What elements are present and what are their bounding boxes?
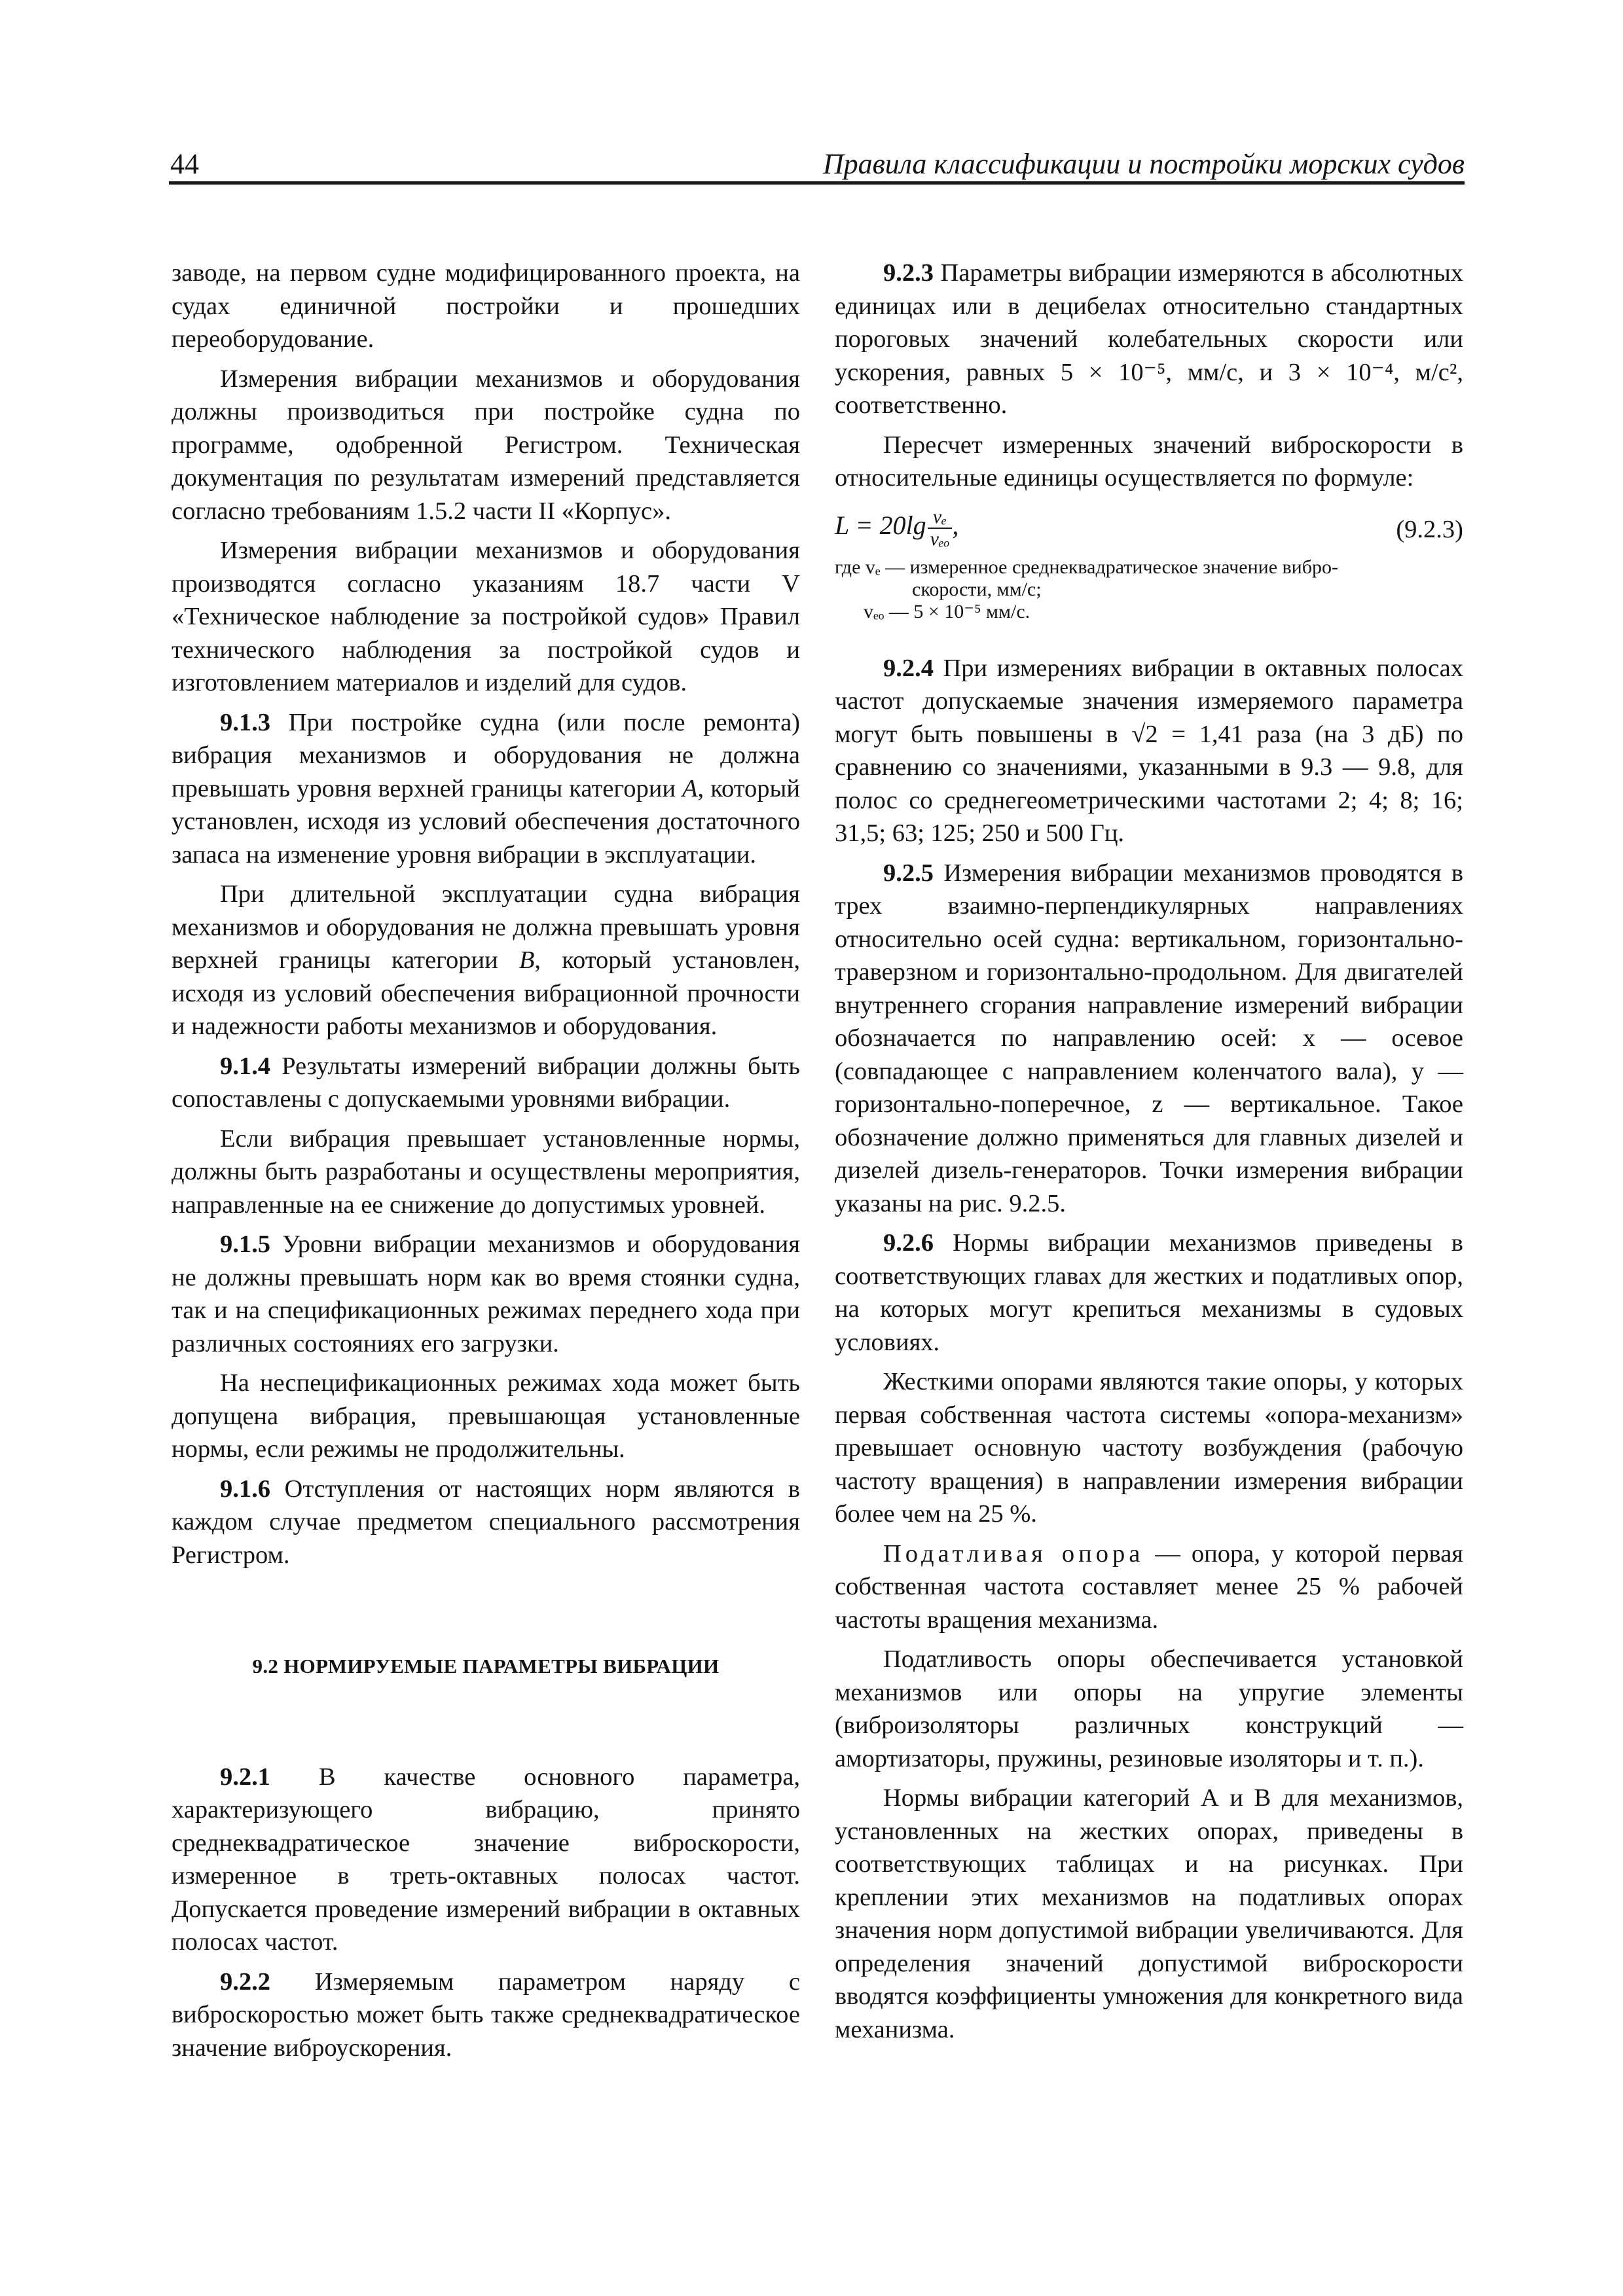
paragraph-9-2-3 [835, 257, 1463, 422]
clause-number: 9.1.5 [220, 1230, 270, 1258]
clause-number: 9.2.4 [883, 654, 934, 682]
paragraph-text: Уровни вибрации механизмов и оборудования не должны превышать норм как во время стоянки судна, так и на спецификационных режимах переднего хода при различных состояниях его загрузки. [172, 1230, 800, 1357]
clause-number: 9.1.4 [220, 1052, 270, 1080]
paragraph-text: Результаты измерений вибрации должны быть сопоставлены с допускаемыми уровнями вибрации. [172, 1052, 800, 1113]
legend-line: скорости, мм/с; [912, 578, 1042, 600]
paragraph: На неспецификационных режимах хода может быть допущена вибрация, превышающая установленные нормы, если режимы не продолжительны. [172, 1369, 800, 1463]
paragraph-text: Параметры вибрации измеряются в абсолютных единицах или в децибелах относительно стандартных пороговых значений колебательных скорости или ускорения, равных 5 × 10⁻⁵, мм/с, и 3 × 10⁻⁴, м/с², соответственно. [835, 259, 1463, 419]
formula-lhs: L = 20lg [835, 510, 926, 540]
left-column [172, 257, 800, 2071]
paragraph-text: Нормы вибрации механизмов приведены в соответствующих главах для жестких и податливых опор, на которых могут крепиться механизмы в судовых условиях. [835, 1229, 1463, 1356]
page-number: 44 [170, 148, 199, 180]
clause-number: 9.2.3 [883, 259, 934, 287]
fraction-numerator: vₑ [928, 507, 953, 529]
clause-number: 9.2.6 [883, 1229, 934, 1257]
formula-number: (9.2.3) [1396, 515, 1463, 543]
paragraph-text: При длительной эксплуатации судна вибрация механизмов и оборудования не должна превышать уровня верхней границы категории [172, 880, 800, 974]
paragraph [835, 1537, 1463, 1637]
running-title: Правила классификации и постройки морских судов [822, 148, 1465, 180]
paragraph-text: , который установлен, исходя из условий обеспечения вибрационной прочности и надежности работы механизмов и оборудования. [172, 946, 800, 1040]
paragraph: Пересчет измеренных значений виброскорости в относительные единицы осуществляется по формуле: [835, 431, 1463, 492]
paragraph-text: При постройке судна (или после ремонта) вибрация механизмов и оборудования не должна превышать уровня верхней границы категории [172, 708, 800, 802]
paragraph: Измерения вибрации механизмов и оборудования производятся согласно указаниям 18.7 части V «Техническое наблюдение за постройкой судов» Правил технического наблюдения за постройкой судов и изготовлением материалов и изделий для судов. [172, 537, 800, 696]
page-header [169, 147, 1465, 185]
paragraph-text: Измерения вибрации механизмов проводятся в трех взаимно-перпендикулярных направлениях относительно осей судна: вертикальном, горизонтально-траверзном и горизонтально-продольном. Для двигателей внутреннего сгорания направление измерений вибрации обозначается по направлению осей: x — осевое (совпадающее с направлением коленчатого вала), y — горизонтально-поперечное, z — вертикальное. Такое обозначение должно применяться для главных дизелей и дизелей дизель-генераторов. Точки измерения вибрации указаны на рис. 9.2.5. [835, 859, 1463, 1217]
section-title: 9.2 НОРМИРУЕМЫЕ ПАРАМЕТРЫ ВИБРАЦИИ [252, 1655, 720, 1677]
paragraph-9-2-2 [172, 1965, 800, 2065]
formula-9-2-3 [835, 501, 1463, 552]
paragraph-9-2-6 [835, 1227, 1463, 1359]
paragraph: Жесткими опорами являются такие опоры, у которых первая собственная частота системы «опора-механизм» превышает основную частоту возбуждения (рабочую частоту вращения) в направлении измерения вибрации более чем на 25 %. [835, 1368, 1463, 1528]
fraction-denominator: vₑₒ [930, 528, 950, 550]
paragraph-text: — опора, у которой первая собственная частота составляет менее 25 % рабочей частоты вращения механизма. [835, 1539, 1463, 1634]
formula-legend [835, 556, 1463, 623]
paragraph-text: Отступления от настоящих норм являются в каждом случае предметом специального рассмотрения Регистром. [172, 1475, 800, 1569]
paragraph: Измерения вибрации механизмов и оборудования должны производиться при постройке судна по программе, одобренной Регистром. Техническая документация по результатам измерений представляется согласно требованиям 1.5.2 части II «Корпус». [172, 365, 800, 525]
clause-number: 9.1.3 [220, 708, 270, 736]
formula-expression [835, 507, 958, 550]
paragraph: Если вибрация превышает установленные нормы, должны быть разработаны и осуществлены мероприятия, направленные на ее снижение до допустимых уровней. [172, 1124, 800, 1219]
paragraph: Податливость опоры обеспечивается установкой механизмов или опоры на упругие элементы (виброизоляторы различных конструкций — амортизаторы, пружины, резиновые изоляторы и т. п.). [835, 1645, 1463, 1772]
paragraph-text: Измеряемым параметром наряду с виброскоростью может быть также среднеквадратическое значение виброускорения. [172, 1967, 800, 2062]
category-label: B [519, 946, 535, 974]
category-label: A [682, 774, 698, 802]
defined-term: Податливая опора [883, 1539, 1144, 1568]
formula-fraction [928, 507, 953, 550]
paragraph-9-1-6 [172, 1473, 800, 1572]
legend-line: где vₑ — измеренное среднеквадратическое значение вибро- [835, 556, 1338, 578]
clause-number: 9.2.5 [883, 859, 934, 887]
clause-number: 9.1.6 [220, 1475, 270, 1503]
paragraph-9-2-1 [172, 1761, 800, 1959]
formula-tail: , [952, 510, 959, 540]
paragraph-text: В качестве основного параметра, характеризующего вибрацию, принято среднеквадратическое значение виброскорости, измеренное в треть-октавных полосах частот. Допускается проведение измерений вибрации в октавных полосах частот. [172, 1763, 800, 1956]
paragraph-text: При измерениях вибрации в октавных полосах частот допускаемые значения измеряемого параметра могут быть повышены в √2 = 1,41 раза (на 3 дБ) по сравнению со значениями, указанными в 9.3 — 9.8, для полос со среднегеометрическими частотами 2; 4; 8; 16; 31,5; 63; 125; 250 и 500 Гц. [835, 654, 1463, 847]
paragraph-text: , который установлен, исходя из условий обеспечения достаточного запаса на изменение уровня вибрации в эксплуатации. [172, 774, 800, 869]
clause-number: 9.2.2 [220, 1967, 270, 1996]
paragraph-9-2-4 [835, 652, 1463, 850]
paragraph: заводе, на первом судне модифицированного проекта, на судах единичной постройки и прошедших переоборудование. [172, 259, 800, 353]
right-column [835, 257, 1463, 2053]
legend-line: vₑₒ — 5 × 10⁻⁵ мм/с. [864, 600, 1030, 622]
paragraph [172, 878, 800, 1043]
paragraph-9-1-3 [172, 706, 800, 872]
paragraph-9-2-5 [835, 857, 1463, 1221]
paragraph: Нормы вибрации категорий А и В для механизмов, установленных на жестких опорах, приведены в соответствующих таблицах и на рисунках. При креплении этих механизмов на податливых опорах значения норм допустимой вибрации увеличиваются. Для определения значений допустимой виброскорости вводятся коэффициенты умножения для конкретного вида механизма. [835, 1784, 1463, 2043]
paragraph-9-1-4 [172, 1050, 800, 1116]
clause-number: 9.2.1 [220, 1763, 270, 1791]
paragraph-9-1-5 [172, 1228, 800, 1360]
